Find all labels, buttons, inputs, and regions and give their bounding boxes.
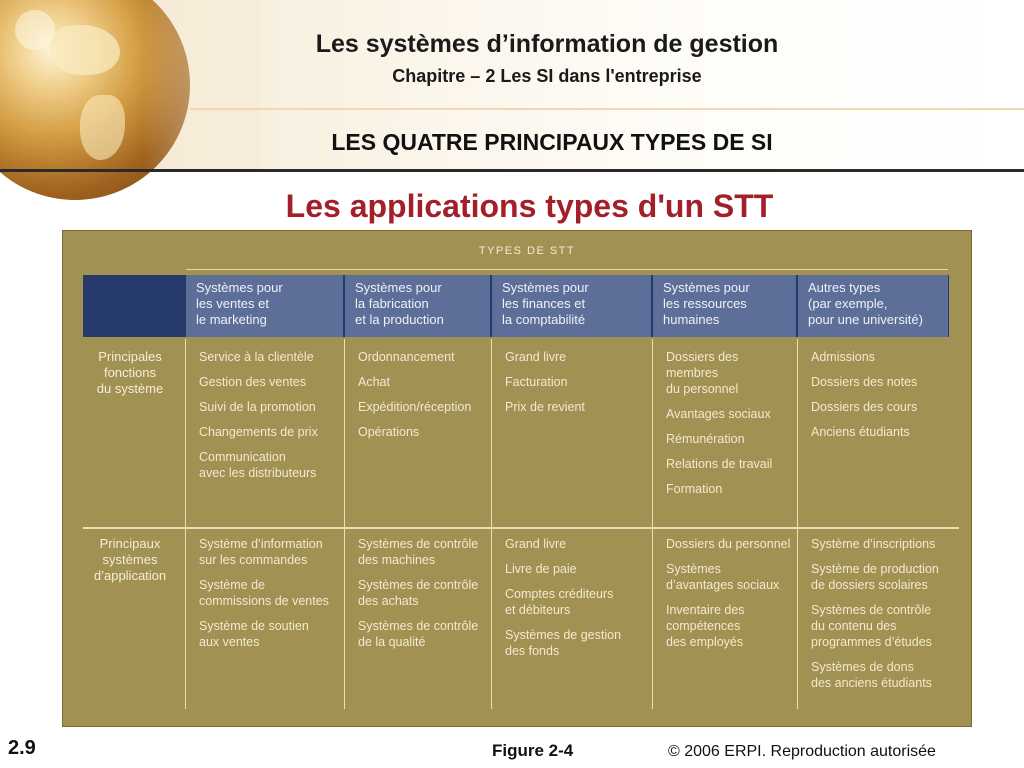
list-item-line: Système d’information [199, 537, 323, 551]
list-item [199, 449, 342, 481]
list-item-line: Systèmes [666, 562, 721, 576]
list-item-line: Formation [666, 482, 723, 496]
list-item [505, 561, 650, 577]
row-label-line: d’application [93, 568, 167, 583]
column-header-line: les finances et [502, 296, 586, 311]
list-item [199, 399, 342, 415]
column-header-line: Systèmes pour [663, 280, 750, 295]
list-item [811, 424, 947, 440]
list-item [666, 536, 795, 552]
list-item [811, 374, 947, 390]
list-item [811, 561, 947, 593]
slide-title: Les applications types d'un STT [285, 188, 774, 224]
list-item-line: Dossiers des cours [811, 400, 918, 414]
copyright: © 2006 ERPI. Reproduction autorisée [668, 743, 936, 760]
cell-ventes-marketing-row-2 [199, 536, 342, 659]
list-item [358, 349, 489, 365]
list-item [505, 349, 650, 365]
column-header-line: humaines [663, 312, 720, 327]
list-item-line: des machines [358, 553, 436, 567]
list-item-line: Systèmes de contrôle [358, 619, 479, 633]
chapter-title: Chapitre – 2 Les SI dans l'entreprise [392, 66, 702, 86]
row-label-line: du système [96, 381, 164, 396]
list-item-line: Système de [199, 578, 266, 592]
list-item [811, 602, 947, 650]
list-item [358, 399, 489, 415]
cell-ressources-humaines-row-2 [666, 536, 795, 659]
column-header-line: Systèmes pour [502, 280, 589, 295]
list-item-line: Rémunération [666, 432, 745, 446]
list-item-line: Relations de travail [666, 457, 773, 471]
list-item-line: Service à la clientèle [199, 350, 314, 364]
list-item [666, 349, 795, 397]
column-header-line: les ventes et [196, 296, 269, 311]
list-item [505, 627, 650, 659]
column-header-line: (par exemple, [808, 296, 888, 311]
stt-figure [62, 230, 972, 727]
column-header-line: Systèmes pour [355, 280, 442, 295]
column-separator [797, 339, 798, 709]
column-header-line: pour une université) [808, 312, 923, 327]
list-item-line: Communication [199, 450, 286, 464]
list-item-line: Inventaire des [666, 603, 745, 617]
column-header-autres-types [798, 275, 948, 337]
row-label-1 [75, 349, 185, 397]
list-item-line: Livre de paie [505, 562, 577, 576]
column-header-ressources-humaines [653, 275, 796, 337]
list-item-line: Avantages sociaux [666, 407, 771, 421]
list-item [811, 659, 947, 691]
list-item-line: membres [666, 366, 719, 380]
list-item-line: avec les distributeurs [199, 466, 317, 480]
list-item [358, 374, 489, 390]
row-label-line: systèmes [102, 552, 158, 567]
figure-label: Figure 2-4 [492, 741, 574, 760]
list-item [199, 424, 342, 440]
list-item-line: Systèmes de dons [811, 660, 914, 674]
cell-finances-comptabilite-row-1 [505, 349, 650, 424]
list-item [505, 374, 650, 390]
list-item-line: Dossiers du personnel [666, 537, 791, 551]
section-title: LES QUATRE PRINCIPAUX TYPES DE SI [331, 129, 773, 155]
list-item [666, 406, 795, 422]
list-item-line: des fonds [505, 644, 560, 658]
list-item-line: du contenu des [811, 619, 897, 633]
column-header-finances-comptabilite [492, 275, 651, 337]
column-separator [652, 339, 653, 709]
list-item [199, 349, 342, 365]
list-item [666, 456, 795, 472]
figure-heading-rule [186, 269, 948, 270]
list-item [199, 577, 342, 609]
list-item-line: Grand livre [505, 537, 567, 551]
header-divider [190, 108, 1024, 110]
list-item-line: Systèmes de contrôle [811, 603, 932, 617]
list-item-line: Grand livre [505, 350, 567, 364]
row-label-line: Principaux [99, 536, 161, 551]
cell-finances-comptabilite-row-2 [505, 536, 650, 668]
list-item-line: Système de soutien [199, 619, 309, 633]
list-item [666, 602, 795, 650]
list-item [666, 481, 795, 497]
list-item-line: Admissions [811, 350, 875, 364]
column-header-fabrication-production [345, 275, 490, 337]
list-item-line: Système d’inscriptions [811, 537, 936, 551]
list-item-line: Systèmes de contrôle [358, 578, 479, 592]
list-item-line: Prix de revient [505, 400, 585, 414]
list-item [811, 349, 947, 365]
list-item-line: du personnel [666, 382, 739, 396]
cell-ressources-humaines-row-1 [666, 349, 795, 506]
list-item-line: des anciens étudiants [811, 676, 932, 690]
cell-ventes-marketing-row-1 [199, 349, 342, 490]
column-separator [491, 339, 492, 709]
row-label-line: Principales [98, 349, 162, 364]
column-separator [344, 339, 345, 709]
list-item-line: Systèmes de gestion [505, 628, 622, 642]
list-item-line: Dossiers des [666, 350, 739, 364]
column-header-line: la comptabilité [502, 312, 586, 327]
list-item-line: Dossiers des notes [811, 375, 918, 389]
header-bottom-rule [0, 169, 1024, 172]
list-item [358, 577, 489, 609]
column-header-line: les ressources [663, 296, 747, 311]
column-header-line: Systèmes pour [196, 280, 283, 295]
column-separator [185, 339, 186, 709]
list-item-line: Opérations [358, 425, 420, 439]
list-item-line: Anciens étudiants [811, 425, 910, 439]
list-item-line: Gestion des ventes [199, 375, 307, 389]
list-item-line: Ordonnancement [358, 350, 455, 364]
list-item-line: et débiteurs [505, 603, 571, 617]
list-item-line: des achats [358, 594, 419, 608]
list-item-line: Changements de prix [199, 425, 318, 439]
list-item-line: des employés [666, 635, 744, 649]
list-item-line: Comptes créditeurs [505, 587, 614, 601]
list-item [811, 399, 947, 415]
list-item [505, 536, 650, 552]
course-title: Les systèmes d’information de gestion [315, 30, 779, 58]
row-label-2 [75, 536, 185, 584]
list-item-line: d’avantages sociaux [666, 578, 780, 592]
list-item [358, 536, 489, 568]
list-item-line: Expédition/réception [358, 400, 472, 414]
column-header-line: Autres types [808, 280, 881, 295]
column-header-ventes-marketing [186, 275, 343, 337]
list-item [199, 536, 342, 568]
list-item-line: Systèmes de contrôle [358, 537, 479, 551]
list-item-line: de la qualité [358, 635, 426, 649]
list-item [666, 431, 795, 447]
list-item [358, 618, 489, 650]
figure-heading: TYPES DE STT [478, 245, 576, 257]
slide-number: 2.9 [8, 737, 36, 759]
list-item [199, 374, 342, 390]
list-item [811, 536, 947, 552]
list-item-line: compétences [666, 619, 741, 633]
list-item-line: aux ventes [199, 635, 260, 649]
list-item-line: commissions de ventes [199, 594, 329, 608]
list-item-line: Système de production [811, 562, 939, 576]
cell-autres-types-row-1 [811, 349, 947, 449]
cell-autres-types-row-2 [811, 536, 947, 700]
list-item [199, 618, 342, 650]
slide-header [0, 0, 1024, 170]
list-item [505, 586, 650, 618]
list-item [358, 424, 489, 440]
row-separator [83, 527, 959, 529]
list-item-line: sur les commandes [199, 553, 308, 567]
list-item-line: programmes d’études [811, 635, 932, 649]
list-item-line: Facturation [505, 375, 568, 389]
list-item-line: Suivi de la promotion [199, 400, 316, 414]
list-item [505, 399, 650, 415]
list-item [666, 561, 795, 593]
cell-fabrication-production-row-2 [358, 536, 489, 659]
list-item-line: Achat [358, 375, 390, 389]
row-label-line: fonctions [103, 365, 157, 380]
column-header-line: et la production [355, 312, 444, 327]
list-item-line: de dossiers scolaires [811, 578, 928, 592]
cell-fabrication-production-row-1 [358, 349, 489, 449]
column-header-line: le marketing [196, 312, 267, 327]
column-header-line: la fabrication [355, 296, 429, 311]
